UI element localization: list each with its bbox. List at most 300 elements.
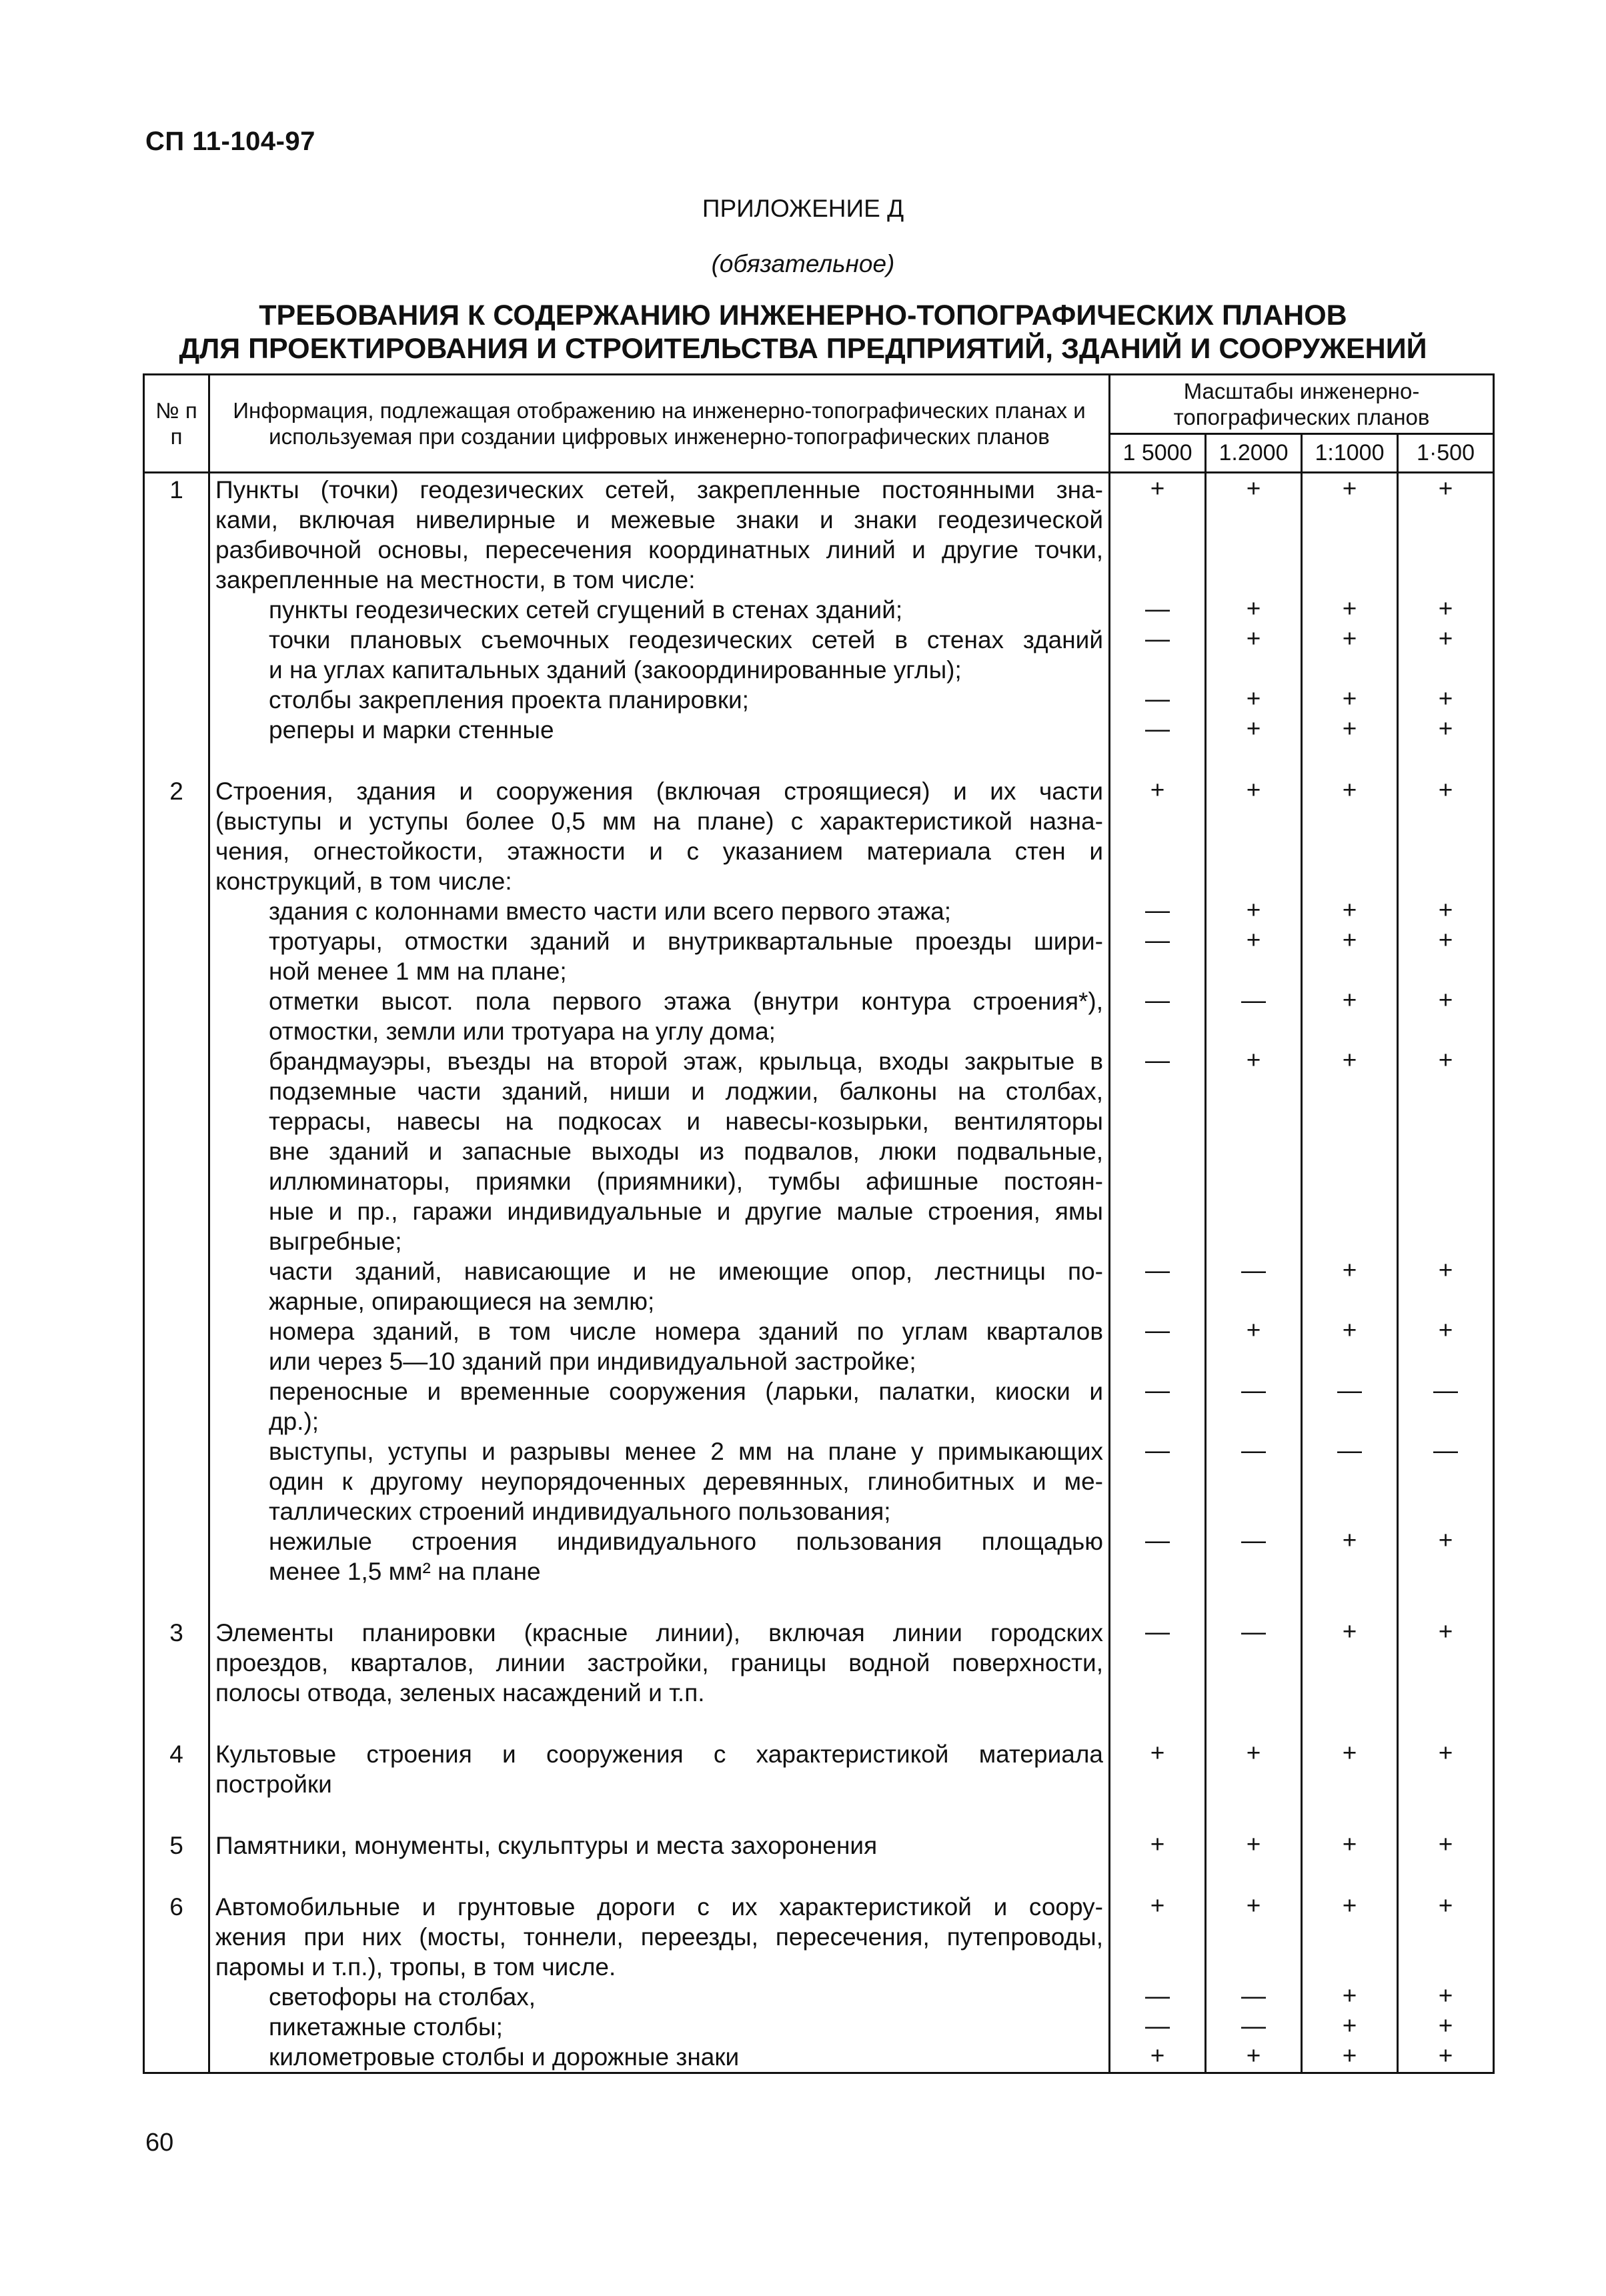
scale-mark-empty	[1110, 1075, 1204, 1105]
scale-mark-empty	[1110, 835, 1204, 865]
scale-mark-empty	[1207, 1768, 1301, 1798]
scale-mark-empty	[1207, 1075, 1301, 1105]
scale-cell-1-5000	[1110, 775, 1206, 1616]
scale-mark-empty	[1207, 1015, 1301, 1045]
scale-mark: +	[1150, 1739, 1165, 1767]
sub-item-text: номера зданий, в том числе номера зданий по углам кварталов	[269, 1318, 1103, 1345]
scale-cell-1-1000	[1302, 1891, 1398, 2073]
scale-mark-empty	[1399, 835, 1493, 865]
sub-item-text: др.);	[269, 1408, 319, 1435]
item-text: Культовые строения и сооружения с характеристикой материала	[215, 1741, 1103, 1768]
sub-item-text: светофоры на столбах,	[269, 1983, 536, 2011]
scale-mark-empty	[1110, 1465, 1204, 1495]
header-number: № п п	[144, 375, 209, 473]
item-text: Автомобильные и грунтовые дороги с их характеристикой и соору-	[215, 1893, 1103, 1921]
scale-mark-empty	[1303, 865, 1397, 895]
item-text: конструкций, в том числе:	[215, 868, 512, 895]
scale-mark: +	[1438, 1256, 1453, 1284]
scale-mark-empty	[1207, 1225, 1301, 1255]
table-row	[144, 473, 1494, 776]
sub-item-text: жарные, опирающиеся на землю;	[269, 1288, 655, 1315]
header-scale-1-500: 1·500	[1398, 434, 1494, 473]
scale-mark: +	[1438, 1892, 1453, 1919]
scale-mark: +	[1342, 475, 1357, 502]
scale-cell-1-2000	[1206, 775, 1302, 1616]
scale-mark: +	[1342, 625, 1357, 652]
scale-cell-1-5000	[1110, 473, 1206, 776]
row-spacer	[215, 1708, 1103, 1738]
scale-cell-1-2000	[1206, 1738, 1302, 1829]
scale-mark: +	[1342, 2012, 1357, 2039]
scale-mark-empty	[1303, 1921, 1397, 1951]
scale-mark: +	[1342, 776, 1357, 804]
scale-mark: +	[1246, 2042, 1261, 2069]
scale-mark-empty	[1110, 1646, 1204, 1676]
page-number: 60	[145, 2129, 174, 2157]
scale-mark-empty	[1303, 1135, 1397, 1165]
scale-mark: —	[1145, 1526, 1170, 1554]
item-text: проездов, кварталов, линии застройки, границы водной поверхности,	[215, 1649, 1103, 1676]
scale-cell-1-500	[1398, 1891, 1494, 2073]
scale-mark-empty	[1399, 1015, 1493, 1045]
scale-mark-empty	[1399, 1105, 1493, 1135]
scale-mark-empty	[1207, 654, 1301, 684]
sub-item-text: нежилые строения индивидуального пользования площадью	[269, 1528, 1103, 1555]
scale-cell-1-1000	[1302, 775, 1398, 1616]
scale-mark-empty	[1207, 1676, 1301, 1706]
scale-mark: —	[1145, 1256, 1170, 1284]
sub-item-text: тротуары, отмостки зданий и внутриквартальные проезды шири-	[269, 928, 1103, 955]
sub-item-text: ной менее 1 мм на плане;	[269, 958, 567, 985]
scale-mark-empty	[1399, 1225, 1493, 1255]
scale-mark-empty	[1399, 1195, 1493, 1225]
scale-mark-empty	[1207, 1105, 1301, 1135]
document-code: СП 11-104-97	[145, 127, 315, 156]
item-text: паромы и т.п.), тропы, в том числе.	[215, 1953, 616, 1981]
table-row	[144, 1829, 1494, 1891]
scale-mark-empty	[1110, 1951, 1204, 1981]
scale-mark-empty	[1303, 563, 1397, 594]
scale-mark: +	[1438, 896, 1453, 924]
scale-mark-empty	[1110, 865, 1204, 895]
scale-mark: +	[1342, 1831, 1357, 1858]
scale-mark-empty	[1207, 835, 1301, 865]
section-title-line-1: ТРЕБОВАНИЯ К СОДЕРЖАНИЮ ИНЖЕНЕРНО-ТОПОГРАФИЧЕСКИХ ПЛАНОВ	[259, 299, 1347, 331]
scale-mark: +	[1438, 1316, 1453, 1344]
scale-mark-empty	[1399, 1555, 1493, 1585]
scale-mark-empty	[1207, 1646, 1301, 1676]
item-text: (выступы и уступы более 0,5 мм на плане) с характеристикой назна-	[215, 808, 1103, 835]
sub-item-text: реперы и марки стенные	[269, 716, 554, 744]
scale-mark: +	[1438, 475, 1453, 502]
scale-mark-empty	[1207, 955, 1301, 985]
scale-mark-empty	[1207, 865, 1301, 895]
sub-item-text: столбы закрепления проекта планировки;	[269, 686, 749, 714]
scale-cell-1-2000	[1206, 1829, 1302, 1891]
scale-cell-1-500	[1398, 775, 1494, 1616]
sub-item-text: точки плановых съемочных геодезических сетей в стенах зданий	[269, 626, 1103, 654]
scale-mark-empty	[1110, 1165, 1204, 1195]
sub-item-text: выступы, уступы и разрывы менее 2 мм на плане у примыкающих	[269, 1438, 1103, 1465]
scale-mark-empty	[1303, 503, 1397, 533]
scale-mark-empty	[1303, 1405, 1397, 1435]
table-row	[144, 775, 1494, 1616]
scale-mark: +	[1150, 1831, 1165, 1858]
item-text: Памятники, монументы, скульптуры и места захоронения	[215, 1832, 878, 1859]
scale-mark-empty	[1303, 1195, 1397, 1225]
sub-item-text: брандмауэры, въезды на второй этаж, крыльца, входы закрытые в	[269, 1048, 1103, 1075]
sub-item-text: ные и пр., гаражи индивидуальные и другие малые строения, ямы	[269, 1198, 1103, 1225]
scale-mark: +	[1342, 1739, 1357, 1767]
scale-mark: +	[1246, 926, 1261, 954]
table-body	[144, 473, 1494, 2073]
row-number: 6	[144, 1891, 209, 2073]
scale-mark: —	[1145, 1436, 1170, 1464]
scale-cell-1-1000	[1302, 473, 1398, 776]
scale-mark-empty	[1110, 654, 1204, 684]
scale-mark-empty	[1207, 563, 1301, 594]
sub-item-text: менее 1,5 мм² на плане	[269, 1558, 541, 1585]
scale-mark-empty	[1207, 503, 1301, 533]
scale-mark-empty	[1303, 654, 1397, 684]
scale-mark: +	[1342, 2042, 1357, 2069]
scale-mark: +	[1246, 1316, 1261, 1344]
scale-mark-empty	[1207, 1495, 1301, 1525]
item-text: разбивочной основы, пересечения координатных линий и другие точки,	[215, 536, 1103, 563]
header-information: Информация, подлежащая отображению на инженерно-топографических планах и используемая при создании цифровых инженерно-топографических планов	[209, 375, 1110, 473]
scale-mark: +	[1342, 896, 1357, 924]
scale-mark-empty	[1207, 1135, 1301, 1165]
scale-mark: +	[1438, 625, 1453, 652]
row-number: 3	[144, 1616, 209, 1738]
row-spacer	[215, 1861, 1103, 1891]
scale-mark: —	[1145, 715, 1170, 742]
scale-mark: —	[1241, 986, 1266, 1014]
scale-cell-1-1000	[1302, 1829, 1398, 1891]
scale-mark-empty	[1207, 1465, 1301, 1495]
scale-cell-1-500	[1398, 1829, 1494, 1891]
scale-cell-1-500	[1398, 473, 1494, 776]
scale-mark-empty	[1303, 1075, 1397, 1105]
scale-mark: +	[1246, 776, 1261, 804]
scale-mark-empty	[1110, 1225, 1204, 1255]
sub-item-text: здания с колоннами вместо части или всего первого этажа;	[269, 898, 952, 925]
row-information	[209, 775, 1110, 1616]
scale-mark-empty	[1399, 1465, 1493, 1495]
table-row	[144, 1616, 1494, 1738]
scale-mark: —	[1145, 896, 1170, 924]
item-text: полосы отвода, зеленых насаждений и т.п.	[215, 1679, 705, 1706]
scale-mark: —	[1337, 1436, 1362, 1464]
scale-mark-empty	[1110, 1135, 1204, 1165]
scale-mark-empty	[1110, 1195, 1204, 1225]
scale-mark-empty	[1399, 1646, 1493, 1676]
header-scale-1-5000: 1 5000	[1110, 434, 1206, 473]
scale-mark-empty	[1399, 1951, 1493, 1981]
scale-mark-empty	[1399, 805, 1493, 835]
scale-cell-1-2000	[1206, 1616, 1302, 1738]
scale-mark: +	[1342, 1526, 1357, 1554]
sub-item-text: переносные и временные сооружения (ларьки, палатки, киоски и	[269, 1378, 1103, 1405]
scale-mark: +	[1150, 2042, 1165, 2069]
scale-cell-1-500	[1398, 1616, 1494, 1738]
scale-mark-empty	[1303, 1768, 1397, 1798]
section-title	[0, 299, 1606, 365]
scale-mark: —	[1433, 1376, 1459, 1404]
scale-mark: +	[1246, 715, 1261, 742]
annex-status: (обязательное)	[711, 250, 895, 277]
item-text: чения, огнестойкости, этажности и с указанием материала стен и	[215, 838, 1103, 865]
item-text: Пункты (точки) геодезических сетей, закрепленные постоянными зна-	[215, 476, 1103, 503]
scale-mark: —	[1337, 1376, 1362, 1404]
sub-item-text: пикетажные столбы;	[269, 2013, 503, 2041]
scale-mark-empty	[1399, 654, 1493, 684]
scale-mark-empty	[1207, 1555, 1301, 1585]
scale-cell-1-500	[1398, 1738, 1494, 1829]
sub-item-text: таллических строений индивидуального пользования;	[269, 1498, 891, 1525]
scale-mark-empty	[1110, 1405, 1204, 1435]
scale-mark-empty	[1207, 1165, 1301, 1195]
row-spacer	[215, 1799, 1103, 1829]
scale-mark: +	[1438, 2012, 1453, 2039]
scale-mark-empty	[1110, 1345, 1204, 1375]
sub-item-text: один к другому неупорядоченных деревянных, глинобитных и ме-	[269, 1468, 1103, 1495]
scale-mark: —	[1145, 1316, 1170, 1344]
item-text: ками, включая нивелирные и межевые знаки и знаки геодезической	[215, 506, 1103, 533]
scale-mark-empty	[1399, 1921, 1493, 1951]
scale-mark: +	[1342, 595, 1357, 622]
scale-mark: +	[1438, 1046, 1453, 1074]
scale-mark: —	[1145, 685, 1170, 712]
row-information	[209, 473, 1110, 776]
scale-mark-empty	[1303, 533, 1397, 563]
requirements-table	[143, 373, 1495, 2074]
table-row	[144, 1738, 1494, 1829]
scale-mark: +	[1150, 776, 1165, 804]
header-scales: Масштабы инженерно-топографических планов	[1110, 375, 1494, 434]
scale-mark: +	[1246, 896, 1261, 924]
scale-mark: +	[1438, 1526, 1453, 1554]
sub-item-text: террасы, навесы на подкосах и навесы-козырьки, вентиляторы	[269, 1108, 1103, 1135]
scale-mark: —	[1241, 1526, 1266, 1554]
scale-mark: +	[1342, 1892, 1357, 1919]
scale-mark: +	[1342, 1982, 1357, 2009]
scale-mark-empty	[1399, 865, 1493, 895]
scale-mark-empty	[1303, 1345, 1397, 1375]
scale-cell-1-1000	[1302, 1738, 1398, 1829]
scale-mark: —	[1145, 595, 1170, 622]
scale-mark-empty	[1110, 1768, 1204, 1798]
scale-mark: +	[1342, 685, 1357, 712]
scale-mark-empty	[1303, 1676, 1397, 1706]
scale-mark-empty	[1303, 1225, 1397, 1255]
scale-mark-empty	[1303, 1015, 1397, 1045]
sub-item-text: и на углах капитальных зданий (закоординированные углы);	[269, 656, 962, 684]
scale-mark: +	[1342, 1046, 1357, 1074]
table-row	[144, 1891, 1494, 2073]
scale-mark-empty	[1399, 1405, 1493, 1435]
scale-mark-empty	[1110, 805, 1204, 835]
row-information	[209, 1616, 1110, 1738]
scale-mark-empty	[1110, 503, 1204, 533]
scale-mark: +	[1438, 715, 1453, 742]
scale-mark: —	[1241, 1436, 1266, 1464]
scale-mark: —	[1241, 1982, 1266, 2009]
scale-mark: +	[1438, 685, 1453, 712]
scale-mark-empty	[1303, 1495, 1397, 1525]
scale-mark: —	[1241, 2012, 1266, 2039]
scale-mark: +	[1246, 1831, 1261, 1858]
scale-mark: —	[1145, 986, 1170, 1014]
scale-mark: +	[1438, 986, 1453, 1014]
row-spacer	[215, 745, 1103, 775]
scale-cell-1-2000	[1206, 1891, 1302, 2073]
scale-cell-1-5000	[1110, 1829, 1206, 1891]
sub-item-text: вне зданий и запасные выходы из подвалов, люки подвальные,	[269, 1138, 1103, 1165]
scale-mark-empty	[1303, 1646, 1397, 1676]
scale-mark: +	[1438, 776, 1453, 804]
scale-mark: +	[1342, 986, 1357, 1014]
scale-mark: —	[1145, 1982, 1170, 2009]
scale-mark-empty	[1207, 1195, 1301, 1225]
scale-mark-empty	[1110, 1921, 1204, 1951]
scale-mark-empty	[1110, 1676, 1204, 1706]
scale-cell-1-5000	[1110, 1738, 1206, 1829]
sub-item-text: иллюминаторы, приямки (приямники), тумбы афишные постоян-	[269, 1168, 1103, 1195]
scale-mark-empty	[1303, 955, 1397, 985]
scale-mark-empty	[1399, 563, 1493, 594]
sub-item-text: или через 5—10 зданий при индивидуальной застройке;	[269, 1348, 916, 1375]
scale-mark-empty	[1399, 1075, 1493, 1105]
scale-mark: —	[1145, 2012, 1170, 2039]
row-spacer	[215, 1586, 1103, 1616]
scale-mark-empty	[1110, 1555, 1204, 1585]
scale-mark: +	[1438, 1618, 1453, 1645]
sub-item-text: выгребные;	[269, 1228, 402, 1255]
scale-mark-empty	[1207, 805, 1301, 835]
scale-mark: +	[1438, 595, 1453, 622]
scale-mark-empty	[1110, 1015, 1204, 1045]
scale-mark: +	[1246, 685, 1261, 712]
row-number: 2	[144, 775, 209, 1616]
scale-mark: +	[1246, 1892, 1261, 1919]
scale-mark: +	[1246, 625, 1261, 652]
scale-mark: —	[1145, 926, 1170, 954]
scale-mark-empty	[1207, 1345, 1301, 1375]
sub-item-text: подземные части зданий, ниши и лоджии, балконы на столбах,	[269, 1078, 1103, 1105]
scale-mark: +	[1246, 475, 1261, 502]
scale-mark-empty	[1303, 1465, 1397, 1495]
scale-mark-empty	[1303, 1555, 1397, 1585]
scale-mark-empty	[1399, 1285, 1493, 1315]
item-text: закрепленные на местности, в том числе:	[215, 566, 696, 594]
scale-mark-empty	[1207, 1285, 1301, 1315]
scale-mark: —	[1145, 1046, 1170, 1074]
item-text: постройки	[215, 1771, 332, 1798]
scale-cell-1-1000	[1302, 1616, 1398, 1738]
scale-mark-empty	[1399, 955, 1493, 985]
item-text: Строения, здания и сооружения (включая строящиеся) и их части	[215, 778, 1103, 805]
item-text: Элементы планировки (красные линии), включая линии городских	[215, 1619, 1103, 1646]
scale-mark-empty	[1399, 1165, 1493, 1195]
scale-mark-empty	[1303, 805, 1397, 835]
scale-mark: +	[1438, 1831, 1453, 1858]
scale-mark: —	[1145, 1376, 1170, 1404]
scale-cell-1-2000	[1206, 473, 1302, 776]
scale-mark-empty	[1110, 1105, 1204, 1135]
scale-mark: +	[1246, 1046, 1261, 1074]
scale-mark-empty	[1303, 1285, 1397, 1315]
scale-mark-empty	[1207, 1951, 1301, 1981]
scale-mark: +	[1150, 475, 1165, 502]
row-information	[209, 1829, 1110, 1891]
row-number: 5	[144, 1829, 209, 1891]
scale-mark-empty	[1303, 1951, 1397, 1981]
scale-mark: —	[1145, 1618, 1170, 1645]
scale-mark-empty	[1303, 1165, 1397, 1195]
sub-item-text: пункты геодезических сетей сгущений в стенах зданий;	[269, 596, 903, 624]
scale-mark-empty	[1207, 1921, 1301, 1951]
scale-mark-empty	[1303, 835, 1397, 865]
scale-mark: +	[1342, 715, 1357, 742]
scale-mark-empty	[1207, 533, 1301, 563]
header-scale-1-1000: 1:1000	[1302, 434, 1398, 473]
sub-item-text: километровые столбы и дорожные знаки	[269, 2043, 740, 2071]
scale-mark: —	[1241, 1376, 1266, 1404]
sub-item-text: части зданий, нависающие и не имеющие опор, лестницы по-	[269, 1258, 1103, 1285]
scale-mark: —	[1145, 625, 1170, 652]
scale-mark-empty	[1110, 955, 1204, 985]
scale-mark-empty	[1399, 1135, 1493, 1165]
scale-mark-empty	[1110, 1285, 1204, 1315]
scale-mark: +	[1342, 926, 1357, 954]
scale-mark: +	[1150, 1892, 1165, 1919]
scale-mark-empty	[1399, 533, 1493, 563]
section-title-line-2: ДЛЯ ПРОЕКТИРОВАНИЯ И СТРОИТЕЛЬСТВА ПРЕДПРИЯТИЙ, ЗДАНИЙ И СООРУЖЕНИЙ	[179, 333, 1427, 365]
scale-mark-empty	[1399, 1768, 1493, 1798]
row-information	[209, 1738, 1110, 1829]
scale-mark-empty	[1303, 1105, 1397, 1135]
sub-item-text: отметки высот. пола первого этажа (внутри контура строения*),	[269, 988, 1103, 1015]
scale-mark: —	[1241, 1618, 1266, 1645]
row-number: 4	[144, 1738, 209, 1829]
scale-mark: +	[1342, 1256, 1357, 1284]
scale-mark: +	[1246, 1739, 1261, 1767]
scale-mark-empty	[1399, 1676, 1493, 1706]
sub-item-text: отмостки, земли или тротуара на углу дома;	[269, 1018, 776, 1045]
scale-mark: +	[1342, 1618, 1357, 1645]
scale-mark-empty	[1110, 563, 1204, 594]
scale-mark-empty	[1207, 1405, 1301, 1435]
row-information	[209, 1891, 1110, 2073]
scale-mark: +	[1438, 926, 1453, 954]
header-scale-1-2000: 1.2000	[1206, 434, 1302, 473]
item-text: жения при них (мосты, тоннели, переезды, пересечения, путепроводы,	[215, 1923, 1103, 1951]
scale-mark-empty	[1399, 1495, 1493, 1525]
scale-mark: +	[1438, 1739, 1453, 1767]
scale-mark: —	[1241, 1256, 1266, 1284]
scale-mark: +	[1438, 2042, 1453, 2069]
scale-mark: +	[1246, 595, 1261, 622]
scale-cell-1-5000	[1110, 1616, 1206, 1738]
scale-mark-empty	[1110, 533, 1204, 563]
annex-title: ПРИЛОЖЕНИЕ Д	[702, 195, 904, 222]
scale-mark-empty	[1110, 1495, 1204, 1525]
scale-mark-empty	[1399, 503, 1493, 533]
row-number: 1	[144, 473, 209, 776]
scale-cell-1-5000	[1110, 1891, 1206, 2073]
scale-mark: +	[1438, 1982, 1453, 2009]
